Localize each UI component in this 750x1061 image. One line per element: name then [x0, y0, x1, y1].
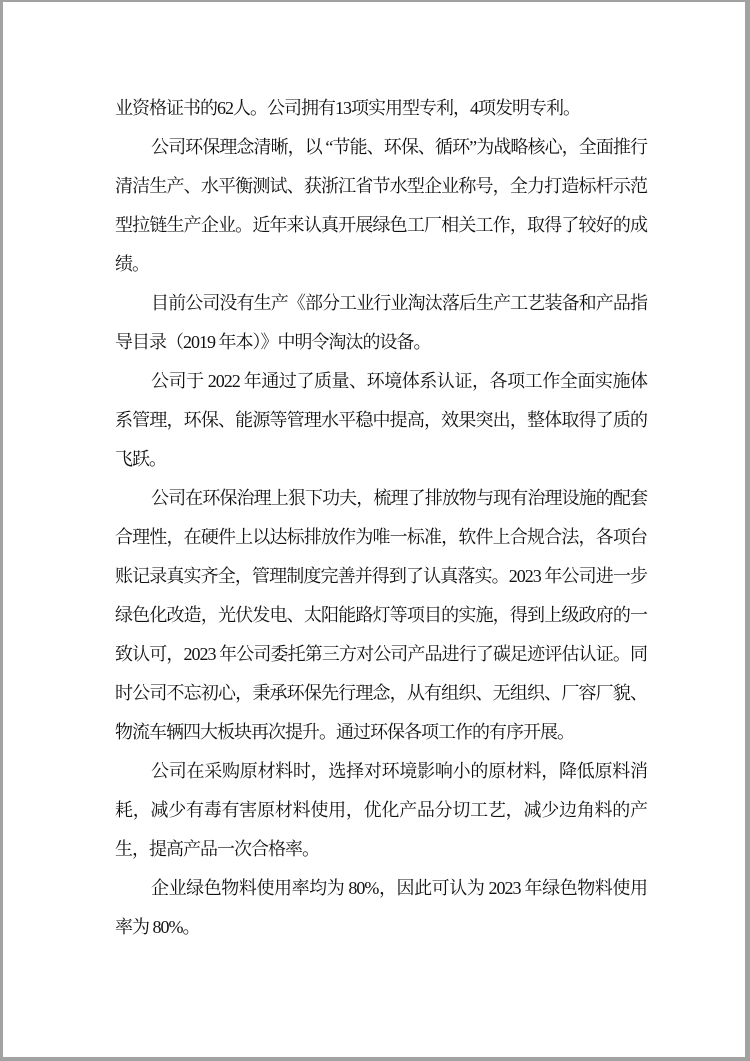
paragraph: 公司环保理念清晰，以 “节能、环保、循环”为战略核心，全面推行清洁生产、水平衡测试、获浙江省节水型企业称号，全力打造标杆示范型拉链生产企业。近年来认真开展绿色工厂相关工作，取得了较好的成绩。: [115, 137, 647, 274]
paragraph: 公司于 2022 年通过了质量、环境体系认证，各项工作全面实施体系管理，环保、能源等管理水平稳中提高，效果突出，整体取得了质的飞跃。: [115, 371, 647, 469]
paragraph: 企业绿色物料使用率均为 80%，因此可认为 2023 年绿色物料使用率为 80%。: [115, 878, 647, 937]
page-text: [115, 89, 647, 947]
paragraph: 公司在环保治理上狠下功夫，梳理了排放物与现有治理设施的配套合理性，在硬件上以达标排放作为唯一标准，软件上合规合法，各项台账记录真实齐全，管理制度完善并得到了认真落实。2023 年公司进一步绿色化改造，光伏发电、太阳能路灯等项目的实施，得到上级政府的一致认可，2023 年公司委托第三方对公司产品进行了碳足迹评估认证。同时公司不忘初心，秉承环保先行理念，从有组织、无组织、厂容厂貌、物流车辆四大板块再次提升。通过环保各项工作的有序开展。: [115, 488, 647, 742]
paragraph: 公司在采购原材料时，选择对环境影响小的原材料，降低原料消耗，减少有毒有害原材料使用，优化产品分切工艺，减少边角料的产生，提高产品一次合格率。: [115, 761, 647, 859]
paragraph: 目前公司没有生产《部分工业行业淘汰落后生产工艺装备和产品指导目录（2019 年本）》中明令淘汰的设备。: [115, 293, 647, 352]
paragraph: 业资格证书的62人。公司拥有13项实用型专利，4项发明专利。: [115, 98, 580, 118]
